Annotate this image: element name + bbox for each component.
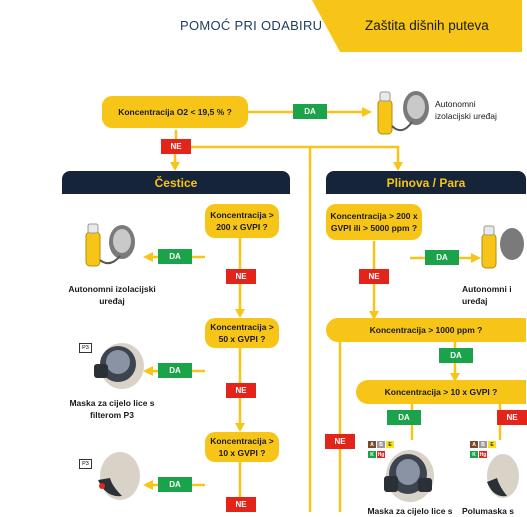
half-mask-icon <box>483 452 512 502</box>
answer-yes-g10: DA <box>387 410 421 425</box>
half-mask-icon <box>90 452 144 502</box>
decision-gases-10: Koncentracija > 10 x GVPI ? <box>356 380 526 404</box>
header-left-title: POMOĆ PRI ODABIRU <box>180 18 323 33</box>
decision-particles-200: Koncentracija > 200 x GVPI ? <box>205 204 279 238</box>
scba-top-label: Autonomni izolacijski uređaj <box>435 99 497 121</box>
answer-yes-p200: DA <box>158 249 192 264</box>
scba-icon <box>82 220 140 270</box>
scba-icon <box>478 222 512 274</box>
full-face-mask-icon <box>88 340 146 392</box>
decision-gases-1000: Koncentracija > 1000 ppm ? <box>326 318 526 342</box>
scba-right-label: Autonomni i uređaj <box>462 284 512 306</box>
full-mask-p3-label: Maska za cijelo lice s filterom P3 <box>69 398 155 420</box>
scba-icon <box>372 88 432 140</box>
decision-particles-50: Koncentracija > 50 x GVPI ? <box>205 318 279 348</box>
answer-no-g10: NE <box>497 410 527 425</box>
answer-no-o2: NE <box>161 139 191 154</box>
filter-badges-half <box>470 441 496 448</box>
decision-particles-10: Koncentracija > 10 x GVPI ? <box>205 432 279 462</box>
filter-tag-k-2: K <box>470 451 478 458</box>
header-right-title: Zaštita dišnih puteva <box>365 18 489 33</box>
filter-tag-hg: Hg <box>377 451 385 458</box>
filter-tag-b-2: B <box>479 441 487 448</box>
decision-o2: Koncentracija O2 < 19,5 % ? <box>102 96 248 128</box>
filter-tag-b: B <box>377 441 385 448</box>
filter-tag-k: K <box>368 451 376 458</box>
answer-no-g1000: NE <box>325 434 355 449</box>
filter-tag-a-2: A <box>470 441 478 448</box>
filter-tag-p3-2: P3 <box>79 459 92 469</box>
answer-yes-g1000: DA <box>439 348 473 363</box>
answer-yes-o2: DA <box>293 104 327 119</box>
half-mask-gas-label: Polumaska s <box>462 506 514 516</box>
section-particles: Čestice <box>62 171 290 194</box>
answer-no-p200: NE <box>226 269 256 284</box>
full-face-mask-icon <box>378 448 438 504</box>
answer-no-g200: NE <box>359 269 389 284</box>
filter-tag-hg-2: Hg <box>479 451 487 458</box>
filter-badges-full <box>368 441 394 448</box>
answer-yes-p50: DA <box>158 363 192 378</box>
answer-yes-p10: DA <box>158 477 192 492</box>
filter-tag-e-2: E <box>488 441 496 448</box>
decision-gases-200: Koncentracija > 200 x GVPI ili > 5000 ppm ? <box>326 204 422 240</box>
filter-tag-p3: P3 <box>79 343 92 353</box>
filter-tag-a: A <box>368 441 376 448</box>
answer-no-p10: NE <box>226 497 256 512</box>
section-gases: Plinova / Para <box>326 171 526 194</box>
answer-no-p50: NE <box>226 383 256 398</box>
scba-left-label: Autonomni izolacijski uređaj <box>68 284 156 306</box>
answer-yes-g200: DA <box>425 250 459 265</box>
full-mask-gas-label: Maska za cijelo lice s <box>367 506 453 516</box>
filter-tag-e: E <box>386 441 394 448</box>
